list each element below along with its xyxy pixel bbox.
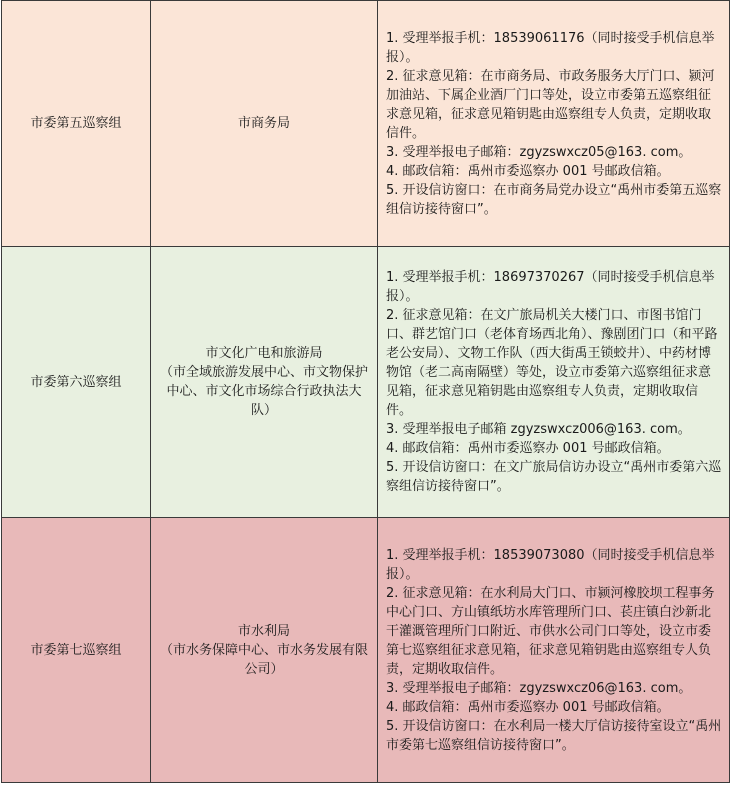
unit-subunits: （市全域旅游发展中心、市文物保护中心、市文化市场综合行政执法大队） bbox=[159, 365, 368, 418]
detail-phone: 1. 受理举报手机：18539061176（同时接受手机信息举报）。 bbox=[386, 30, 715, 65]
detail-phone: 1. 受理举报手机：18697370267（同时接受手机信息举报）。 bbox=[386, 270, 715, 304]
detail-suggestion-box: 2. 征求意见箱：在文广旅局机关大楼门口、市图书馆门口、群艺馆门口（老体育场西北角）、豫剧团门口（和平路老公安局）、文物工作队（西大街禹王锁蛟井）、中药材博物馆（老二高南隔壁）等处，设立市委第六巡察组征求意见箱，征求意见箱钥匙由巡察组专人负责，定期收取信件。 bbox=[386, 308, 718, 418]
details-cell bbox=[378, 518, 730, 783]
detail-email: 3. 受理举报电子邮箱 zgyzswxcz006@163. com。 bbox=[386, 422, 691, 437]
group-name: 市委第六巡察组 bbox=[30, 374, 122, 390]
inspection-groups-table bbox=[1, 0, 730, 783]
unit-cell bbox=[151, 1, 378, 247]
detail-postal-box: 4. 邮政信箱：禹州市委巡察办 001 号邮政信箱。 bbox=[386, 699, 670, 715]
details-cell bbox=[378, 247, 730, 518]
details-cell bbox=[378, 1, 730, 247]
detail-email: 3. 受理举报电子邮箱：zgyzswxcz05@163. com。 bbox=[386, 144, 692, 160]
unit-subunits: （市水务保障中心、市水务发展有限公司） bbox=[159, 642, 368, 677]
unit-cell bbox=[151, 518, 378, 783]
detail-postal-box: 4. 邮政信箱：禹州市委巡察办 001 号邮政信箱。 bbox=[386, 163, 670, 179]
group-name-cell bbox=[2, 247, 151, 518]
detail-petition-window: 5. 开设信访窗口：在文广旅局信访办设立“禹州市委第六巡察组信访接待窗口”。 bbox=[386, 460, 722, 494]
group-name: 市委第七巡察组 bbox=[30, 642, 122, 658]
detail-petition-window: 5. 开设信访窗口：在市商务局党办设立“禹州市委第五巡察组信访接待窗口”。 bbox=[386, 182, 722, 217]
detail-petition-window: 5. 开设信访窗口：在水利局一楼大厅信访接待室设立“禹州市委第七巡察组信访接待窗口”。 bbox=[386, 718, 722, 753]
unit-name: 市水利局 bbox=[237, 623, 290, 639]
table-row-group-6 bbox=[2, 247, 730, 518]
unit-cell bbox=[151, 247, 378, 518]
detail-email: 3. 受理举报电子邮箱：zgyzswxcz06@163. com。 bbox=[386, 680, 692, 696]
detail-phone: 1. 受理举报手机：18539073080（同时接受手机信息举报）。 bbox=[386, 547, 715, 582]
group-name-cell bbox=[2, 1, 151, 247]
detail-suggestion-box: 2. 征求意见箱：在市商务局、市政务服务大厅门口、颍河加油站、下属企业酒厂门口等处，设立市委第五巡察组征求意见箱，征求意见箱钥匙由巡察组专人负责，定期收取信件。 bbox=[386, 68, 715, 141]
table-row-group-5 bbox=[2, 1, 730, 247]
detail-suggestion-box: 2. 征求意见箱：在水利局大门口、市颍河橡胶坝工程事务中心门口、方山镇纸坊水库管理所门口、苌庄镇白沙新北干灌溉管理所门口附近、市供水公司门口等处，设立市委第七巡察组征求意见箱，征求意见箱钥匙由巡察组专人负责，定期收取信件。 bbox=[386, 585, 715, 677]
group-name: 市委第五巡察组 bbox=[30, 116, 122, 131]
unit-name: 市商务局 bbox=[237, 116, 290, 131]
group-name-cell bbox=[2, 518, 151, 783]
table-row-group-7 bbox=[2, 518, 730, 783]
unit-name: 市文化广电和旅游局 bbox=[205, 346, 323, 361]
detail-postal-box: 4. 邮政信箱：禹州市委巡察办 001 号邮政信箱。 bbox=[386, 441, 670, 456]
